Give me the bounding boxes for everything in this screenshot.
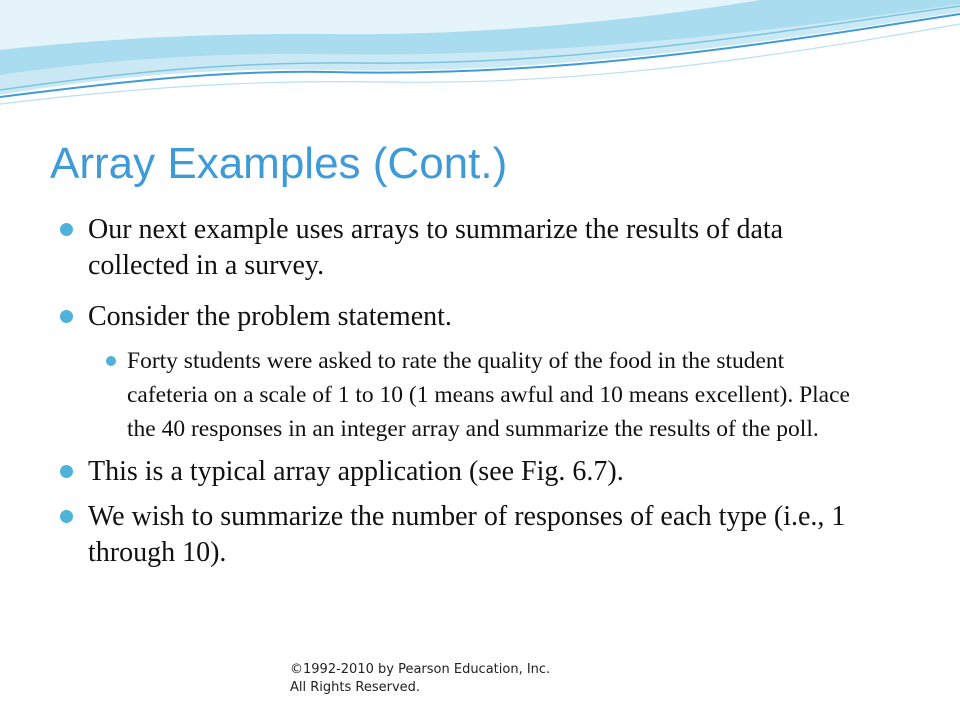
bullet-dot-icon [60,510,73,523]
bullet-dot-icon [60,223,73,236]
bullet-text: This is a typical array application (see Fig. 6.7). [88,456,624,487]
bullet-item [0,454,888,490]
header-wave-decoration [0,0,960,120]
bullet-item [0,299,888,335]
bullet-dot-icon [60,310,73,323]
bullet-text: We wish to summarize the number of responses of each type (i.e., 1 through 10). [88,501,846,568]
rights-line: All Rights Reserved. [290,680,421,695]
bullet-list [0,212,960,571]
sub-bullet-text: Forty students were asked to rate the quality of the food in the student cafeteria on a scale of 1 to 10 (1 means awful and 10 means excellent). Place the 40 responses in an integer array and summarize the results of the poll. [127,348,850,442]
copyright-line: ©1992-2010 by Pearson Education, Inc. [290,662,551,677]
bullet-item [0,499,888,571]
sub-bullet-dot-icon [106,356,116,366]
sub-bullet-item [0,344,867,446]
slide-title: Array Examples (Cont.) [50,139,508,188]
copyright-footer [290,661,550,697]
bullet-dot-icon [60,465,73,478]
bullet-item [0,212,888,284]
bullet-text: Our next example uses arrays to summarize the results of data collected in a survey. [88,214,784,281]
bullet-text: Consider the problem statement. [88,301,452,332]
